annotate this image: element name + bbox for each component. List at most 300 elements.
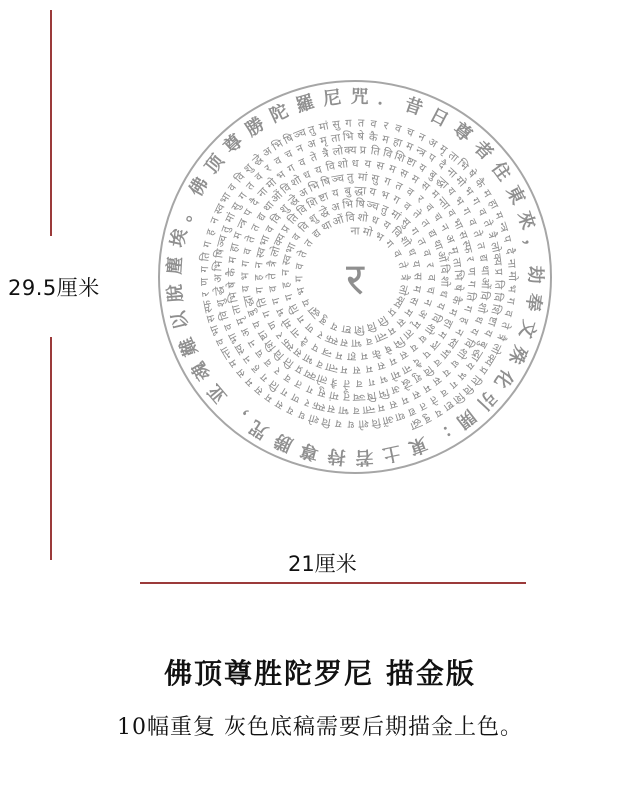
spiral-glyph: न bbox=[452, 326, 467, 338]
spiral-glyph: ओं bbox=[381, 412, 396, 428]
spiral-glyph: प bbox=[500, 234, 515, 244]
spiral-glyph: य bbox=[329, 319, 340, 334]
spiral-glyph: ह bbox=[203, 227, 218, 238]
center-seed-syllable: र bbox=[346, 254, 364, 305]
spiral-glyph: भ bbox=[294, 285, 309, 297]
spiral-glyph: मो bbox=[279, 315, 296, 331]
width-dimension-label: 21厘米 bbox=[288, 552, 357, 576]
spiral-glyph: स bbox=[375, 358, 387, 374]
spiral-glyph: भि bbox=[211, 260, 226, 272]
spiral-glyph: क्य bbox=[390, 293, 408, 311]
spiral-glyph: ते bbox=[410, 207, 424, 221]
spiral-glyph: न bbox=[251, 261, 266, 269]
spiral-glyph: दै bbox=[298, 333, 312, 348]
spiral-glyph: ध bbox=[415, 331, 430, 346]
spiral-glyph: भि bbox=[342, 130, 354, 144]
spiral-glyph: ग bbox=[345, 116, 352, 130]
spiral-glyph: म bbox=[340, 363, 349, 377]
spiral-glyph: न्त्र bbox=[495, 220, 512, 234]
spiral-glyph: शु bbox=[306, 211, 321, 227]
spiral-glyph: ध bbox=[447, 356, 462, 371]
spiral-glyph: ग bbox=[446, 377, 461, 392]
spiral-glyph: र bbox=[382, 118, 390, 133]
spiral-glyph: सु bbox=[370, 171, 381, 186]
spiral-glyph: द्धा bbox=[240, 293, 256, 309]
spiral-glyph: न bbox=[294, 141, 306, 156]
spiral-glyph: य bbox=[313, 163, 324, 178]
spiral-glyph: त्रै bbox=[494, 331, 509, 343]
spiral-glyph: व bbox=[355, 376, 363, 391]
spiral-glyph: भि bbox=[226, 291, 241, 304]
spiral-glyph: ग bbox=[292, 275, 306, 283]
spiral-glyph: बु bbox=[475, 338, 491, 351]
height-dimension-line-top bbox=[50, 10, 52, 236]
spiral-glyph: स्व bbox=[231, 341, 249, 358]
spiral-glyph: बु bbox=[316, 313, 330, 329]
spiral-glyph: क्य bbox=[490, 252, 505, 267]
spiral-glyph: द्धा bbox=[354, 183, 367, 198]
spiral-glyph: त्रै bbox=[265, 259, 280, 268]
spiral-glyph: सु bbox=[228, 200, 244, 214]
spiral-glyph: द्धे bbox=[285, 192, 301, 209]
spiral-glyph: स्व bbox=[253, 246, 269, 260]
spiral-glyph: प्र bbox=[293, 362, 306, 377]
outer-ring-char: 顶 bbox=[200, 150, 229, 178]
spiral-glyph: भि bbox=[451, 269, 465, 281]
spiral-glyph: सु bbox=[331, 117, 341, 132]
spiral-glyph: य bbox=[416, 160, 429, 176]
spiral-glyph: न्त्र bbox=[413, 143, 429, 160]
spiral-glyph: था bbox=[260, 198, 277, 215]
spiral-glyph: र bbox=[423, 261, 437, 269]
spiral-glyph: प्र bbox=[385, 305, 399, 319]
spiral-glyph: द्धे bbox=[211, 285, 226, 296]
spiral-glyph: द्धे bbox=[400, 376, 414, 393]
spiral-glyph: ध bbox=[296, 408, 308, 423]
spiral-glyph: न्त्र bbox=[426, 336, 444, 353]
spiral-glyph: दै bbox=[410, 355, 424, 370]
spiral-glyph: ग bbox=[197, 265, 212, 273]
spiral-glyph: ग bbox=[461, 303, 476, 314]
spiral-glyph: ध bbox=[404, 246, 420, 258]
spiral-glyph: म bbox=[445, 306, 461, 318]
spiral-glyph: वि bbox=[296, 219, 312, 235]
spiral-glyph: ग bbox=[259, 308, 274, 320]
spiral-glyph: व bbox=[240, 247, 255, 256]
spiral-glyph: ते bbox=[427, 392, 440, 408]
spiral-glyph: र bbox=[315, 328, 326, 342]
spiral-glyph: ना bbox=[443, 164, 460, 181]
spiral-glyph: ग bbox=[382, 237, 397, 251]
spiral-glyph: ग bbox=[382, 174, 393, 189]
spiral-glyph: ग bbox=[285, 161, 298, 176]
spiral-glyph: लो bbox=[267, 244, 283, 259]
spiral-glyph: ञ्च bbox=[352, 390, 366, 404]
spiral-glyph: न bbox=[420, 297, 435, 308]
spiral-glyph: व bbox=[281, 371, 294, 386]
spiral-glyph: य bbox=[368, 184, 378, 199]
spiral-glyph: भा bbox=[437, 344, 455, 362]
spiral-glyph: था bbox=[430, 237, 446, 252]
spiral-glyph: भ bbox=[505, 284, 519, 293]
spiral-glyph: शि bbox=[392, 149, 407, 166]
spiral-glyph: प bbox=[240, 206, 256, 219]
spiral-glyph: अ bbox=[389, 381, 402, 397]
spiral-glyph: द्धे bbox=[249, 152, 265, 168]
spiral-glyph: शो bbox=[474, 301, 490, 315]
outer-ring-char: 若 bbox=[354, 445, 374, 468]
spiral-glyph: प bbox=[309, 340, 322, 355]
spiral-glyph: त्रै bbox=[329, 375, 339, 390]
spiral-glyph: कै bbox=[471, 176, 488, 191]
spiral-glyph: भा bbox=[225, 330, 242, 347]
spiral-glyph: द्य bbox=[476, 253, 491, 263]
spiral-glyph: ध bbox=[347, 417, 355, 431]
spiral-glyph: म bbox=[401, 305, 416, 319]
spiral-glyph: त्रै bbox=[321, 146, 331, 161]
spiral-glyph: भा bbox=[338, 403, 350, 418]
spiral-glyph: स bbox=[326, 401, 337, 417]
spiral-glyph: प्र bbox=[359, 143, 367, 157]
spiral-glyph: षे bbox=[464, 167, 479, 181]
spiral-glyph: शि bbox=[353, 322, 365, 337]
spiral-glyph: शि bbox=[488, 302, 504, 316]
spiral-glyph: हा bbox=[485, 197, 502, 212]
spiral-glyph: ना bbox=[504, 258, 519, 269]
spiral-glyph: स bbox=[418, 178, 433, 194]
spiral-glyph: ग bbox=[465, 280, 479, 288]
spiral-glyph: भा bbox=[256, 233, 273, 249]
spiral-glyph: व bbox=[444, 206, 459, 220]
spiral-glyph: वि bbox=[271, 346, 287, 363]
spiral-glyph: भा bbox=[300, 350, 317, 368]
outer-ring-char: 以 bbox=[167, 308, 193, 332]
spiral-glyph: ष्टा bbox=[441, 397, 457, 414]
caption-subtitle: 10幅重复 灰色底稿需要后期描金上色。 bbox=[117, 715, 523, 740]
spiral-glyph: तु bbox=[218, 224, 233, 235]
spiral-glyph: हा bbox=[227, 241, 242, 254]
spiral-glyph: मृ bbox=[233, 315, 248, 327]
spiral-glyph: शो bbox=[288, 173, 304, 190]
spiral-glyph: ष्टा bbox=[484, 314, 501, 328]
spiral-glyph: व bbox=[221, 321, 236, 333]
spiral-glyph: र bbox=[198, 291, 213, 298]
spiral-glyph: स bbox=[410, 387, 423, 403]
spiral-glyph: य bbox=[363, 157, 372, 171]
spiral-glyph: स bbox=[272, 397, 286, 413]
spiral-glyph: मृ bbox=[409, 318, 424, 332]
spiral-glyph: भ bbox=[238, 272, 252, 281]
spiral-glyph: न bbox=[437, 221, 452, 234]
spiral-glyph: ध bbox=[301, 167, 313, 183]
spiral-glyph: व bbox=[266, 284, 280, 293]
spiral-glyph: भा bbox=[207, 323, 224, 338]
spiral-glyph: शो bbox=[438, 275, 452, 287]
spiral-glyph: त bbox=[417, 399, 429, 414]
spiral-glyph: भा bbox=[216, 190, 234, 207]
spiral-glyph: व bbox=[430, 355, 445, 370]
spiral-glyph: च bbox=[404, 124, 416, 140]
spiral-glyph: म bbox=[225, 356, 241, 370]
spiral-glyph: षि bbox=[319, 174, 333, 190]
spiral-glyph: त bbox=[357, 116, 365, 130]
outer-ring-char: 勝 bbox=[241, 113, 269, 141]
spiral-glyph: र bbox=[463, 255, 477, 263]
outer-ring-char: 亚 bbox=[203, 379, 232, 407]
spiral-glyph: भ bbox=[451, 194, 467, 208]
spiral-glyph: वि bbox=[365, 318, 378, 334]
spiral-glyph: ति bbox=[254, 296, 270, 309]
spiral-glyph: वि bbox=[324, 159, 337, 175]
spiral-glyph: वि bbox=[370, 415, 382, 430]
outer-ring-char: 持 bbox=[326, 444, 347, 468]
spiral-glyph: तु bbox=[343, 390, 351, 404]
spiral-glyph: न्ता bbox=[324, 360, 340, 376]
spiral-glyph: व bbox=[314, 357, 326, 372]
spiral-glyph: क्य bbox=[481, 351, 500, 369]
spiral-glyph: म bbox=[364, 361, 374, 376]
spiral-glyph: प्र bbox=[492, 268, 506, 276]
spiral-glyph: ग bbox=[200, 240, 215, 249]
spiral-glyph: व bbox=[353, 404, 360, 418]
spiral-glyph: हा bbox=[391, 134, 404, 150]
spiral-glyph: न्ता bbox=[217, 344, 235, 362]
spiral-glyph: च bbox=[252, 346, 267, 361]
outer-ring-char: 文 bbox=[514, 317, 540, 341]
spiral-glyph: त्रै bbox=[484, 230, 500, 240]
spiral-glyph: ता bbox=[400, 326, 417, 342]
height-dimension-label: 29.5厘米 bbox=[8, 276, 100, 300]
spiral-glyph: द्धे bbox=[317, 204, 331, 220]
spiral-glyph: य bbox=[334, 416, 343, 431]
height-dimension-line-bottom bbox=[50, 337, 52, 560]
spiral-glyph: ह bbox=[251, 274, 265, 281]
spiral-glyph: ध bbox=[369, 212, 381, 228]
spiral-glyph: स bbox=[233, 366, 249, 381]
spiral-glyph: षि bbox=[355, 197, 366, 211]
spiral-glyph: त्रै bbox=[397, 274, 411, 281]
spiral-glyph: स्व bbox=[211, 201, 228, 217]
spiral-glyph: षे bbox=[382, 341, 394, 356]
spiral-glyph: मां bbox=[357, 170, 368, 184]
spiral-glyph: ग bbox=[407, 224, 422, 238]
outer-ring-char: 埃 bbox=[167, 227, 192, 250]
spiral-glyph: अ bbox=[305, 136, 318, 152]
spiral-glyph: षे bbox=[357, 129, 365, 144]
spiral-glyph: भ bbox=[454, 368, 470, 383]
spiral-glyph: दै bbox=[503, 247, 517, 256]
spiral-glyph: ग bbox=[278, 384, 291, 400]
spiral-glyph: दै bbox=[435, 157, 449, 172]
spiral-glyph: म bbox=[385, 323, 398, 338]
spiral-glyph: म bbox=[360, 349, 369, 363]
spiral-glyph: वि bbox=[294, 202, 310, 219]
spiral-glyph: य bbox=[299, 296, 314, 309]
outer-ring-char: 日 bbox=[426, 104, 452, 132]
spiral-glyph: र bbox=[273, 329, 287, 342]
spiral-glyph: स्फ bbox=[200, 299, 216, 315]
spiral-glyph: ति bbox=[286, 301, 303, 316]
spiral-glyph: द्य bbox=[309, 226, 324, 241]
spiral-glyph: स bbox=[397, 347, 411, 363]
spiral-glyph: ते bbox=[395, 260, 410, 270]
spiral-glyph: ओं bbox=[268, 188, 286, 206]
spiral-glyph: भ bbox=[273, 167, 288, 184]
spiral-glyph: म bbox=[420, 381, 434, 396]
spiral-glyph: व bbox=[292, 262, 307, 271]
spiral-glyph: बु bbox=[426, 167, 440, 182]
spiral-glyph: भि bbox=[341, 197, 354, 212]
outer-ring-char: 開 bbox=[452, 404, 480, 433]
spiral-glyph: ञ्च bbox=[330, 171, 346, 187]
spiral-glyph: च bbox=[430, 210, 445, 224]
spiral-glyph: वि bbox=[216, 309, 232, 322]
spiral-glyph: अ bbox=[296, 185, 311, 201]
spiral-glyph: लो bbox=[487, 240, 503, 254]
spiral-glyph: ग bbox=[459, 205, 474, 218]
spiral-glyph: य bbox=[249, 318, 264, 331]
spiral-glyph: ग bbox=[468, 195, 484, 208]
spiral-glyph: द्धा bbox=[408, 416, 425, 433]
spiral-glyph: लो bbox=[315, 371, 330, 387]
spiral-glyph: शु bbox=[276, 201, 292, 217]
spiral-glyph: भा bbox=[351, 336, 363, 350]
spiral-glyph: म bbox=[399, 392, 411, 408]
spiral-glyph: अ bbox=[211, 274, 225, 283]
spiral-glyph: ग bbox=[235, 189, 250, 203]
spiral-glyph: स्फ bbox=[459, 239, 476, 255]
spiral-glyph: य bbox=[462, 359, 478, 373]
spiral-glyph: वि bbox=[490, 291, 505, 303]
outer-ring-char: 魂 bbox=[187, 357, 216, 385]
spiral-glyph: मो bbox=[388, 367, 403, 383]
outer-ring-char: 羅 bbox=[293, 91, 317, 117]
spiral-glyph: व bbox=[296, 155, 308, 170]
spiral-glyph: ते bbox=[308, 150, 319, 165]
dharani-mandala bbox=[130, 52, 580, 502]
spiral-glyph: व bbox=[393, 121, 403, 136]
spiral-glyph: सु bbox=[316, 385, 328, 401]
spiral-glyph: द्धा bbox=[433, 173, 452, 192]
spiral-glyph: ग bbox=[390, 192, 403, 207]
spiral-glyph: य bbox=[432, 405, 445, 421]
spiral-glyph: ण bbox=[264, 318, 281, 332]
spiral-glyph: हा bbox=[347, 350, 357, 364]
spiral-glyph: त bbox=[292, 377, 305, 392]
spiral-glyph: य bbox=[330, 186, 340, 201]
spiral-glyph: म bbox=[387, 353, 399, 369]
spiral-glyph: ति bbox=[281, 354, 297, 371]
spiral-glyph: भि bbox=[377, 385, 391, 401]
spiral-glyph: भ bbox=[378, 371, 390, 387]
spiral-glyph: य bbox=[439, 365, 454, 380]
spiral-glyph: शु bbox=[411, 370, 425, 386]
spiral-glyph: ते bbox=[265, 273, 279, 280]
outer-ring-char: 土 bbox=[380, 441, 403, 466]
spiral-glyph: ध bbox=[436, 289, 451, 299]
spiral-glyph: शो bbox=[307, 411, 321, 427]
outer-ring-char: 引 bbox=[472, 386, 501, 414]
spiral-glyph: न्ता bbox=[372, 328, 390, 346]
outer-ring-char: 佛 bbox=[185, 173, 213, 201]
spiral-glyph: य bbox=[481, 327, 496, 339]
spiral-glyph: षे bbox=[451, 283, 465, 292]
spiral-glyph: ते bbox=[470, 228, 485, 239]
spiral-glyph: ञ्च bbox=[291, 125, 308, 143]
spiral-glyph: स्व bbox=[279, 253, 295, 267]
spiral-glyph: लो bbox=[395, 283, 411, 297]
spiral-glyph: भि bbox=[269, 136, 286, 154]
spiral-glyph: त bbox=[473, 241, 489, 251]
spiral-glyph: ना bbox=[399, 361, 414, 378]
spiral-glyph: षि bbox=[366, 388, 377, 403]
spiral-glyph: न bbox=[240, 353, 255, 366]
spiral-glyph: अ bbox=[238, 325, 254, 340]
spiral-glyph: कै bbox=[449, 294, 464, 306]
spiral-glyph: च bbox=[423, 285, 438, 295]
spiral-glyph: षे bbox=[225, 281, 239, 289]
spiral-glyph: म bbox=[376, 400, 386, 415]
spiral-glyph: वि bbox=[477, 290, 492, 301]
spiral-glyph: व bbox=[422, 200, 437, 215]
spiral-glyph: स bbox=[339, 335, 349, 350]
spiral-glyph: मो bbox=[452, 173, 469, 190]
spiral-glyph: क्य bbox=[270, 231, 289, 249]
spiral-glyph: अ bbox=[259, 144, 275, 160]
spiral-glyph: द्य bbox=[406, 404, 418, 420]
spiral-glyph: मां bbox=[328, 388, 340, 404]
spiral-glyph: न bbox=[245, 337, 260, 350]
spiral-glyph: ते bbox=[295, 248, 310, 260]
spiral-glyph: ता bbox=[450, 257, 465, 269]
spiral-glyph: ते bbox=[480, 218, 495, 229]
spiral-glyph: कै bbox=[368, 130, 379, 145]
outer-ring-char: 尊 bbox=[448, 118, 476, 147]
spiral-glyph: शि bbox=[304, 194, 321, 212]
spiral-glyph: स bbox=[430, 373, 444, 389]
spiral-glyph: मृ bbox=[318, 133, 329, 148]
outer-ring-char: 勝 bbox=[271, 428, 296, 456]
spiral-glyph: ना bbox=[287, 324, 304, 341]
spiral-glyph: ग bbox=[281, 292, 297, 303]
spiral-glyph: शो bbox=[454, 345, 471, 362]
spiral-glyph: शि bbox=[450, 389, 467, 407]
outer-ring-char: 劫 bbox=[524, 265, 546, 284]
spiral-glyph: भ bbox=[378, 187, 391, 203]
spiral-glyph: ग bbox=[252, 286, 267, 295]
spiral-glyph: न्त्र bbox=[234, 216, 251, 232]
spiral-glyph: शो bbox=[358, 417, 370, 431]
spiral-glyph: म bbox=[479, 187, 495, 200]
spiral-glyph: य bbox=[407, 340, 421, 355]
spiral-glyph: स bbox=[411, 272, 425, 281]
spiral-glyph: ञ्च bbox=[365, 197, 381, 214]
spiral-glyph: ह bbox=[279, 281, 293, 289]
spiral-glyph: न्ता bbox=[361, 402, 376, 417]
spiral-glyph: वि bbox=[231, 170, 248, 186]
spiral-glyph: दै bbox=[247, 196, 262, 209]
outer-ring-char: 昔 bbox=[401, 93, 426, 120]
spiral-glyph: मां bbox=[388, 206, 404, 224]
outer-ring-char: 殊 bbox=[503, 342, 531, 368]
spiral-glyph: न्त्र bbox=[320, 344, 334, 361]
spiral-glyph: द्य bbox=[425, 227, 440, 240]
spiral-glyph: मृ bbox=[447, 245, 462, 256]
spiral-glyph: प bbox=[419, 347, 434, 361]
spiral-glyph: मो bbox=[361, 224, 374, 240]
spiral-glyph: व bbox=[437, 385, 451, 400]
outer-ring-char: 東 bbox=[501, 182, 529, 208]
